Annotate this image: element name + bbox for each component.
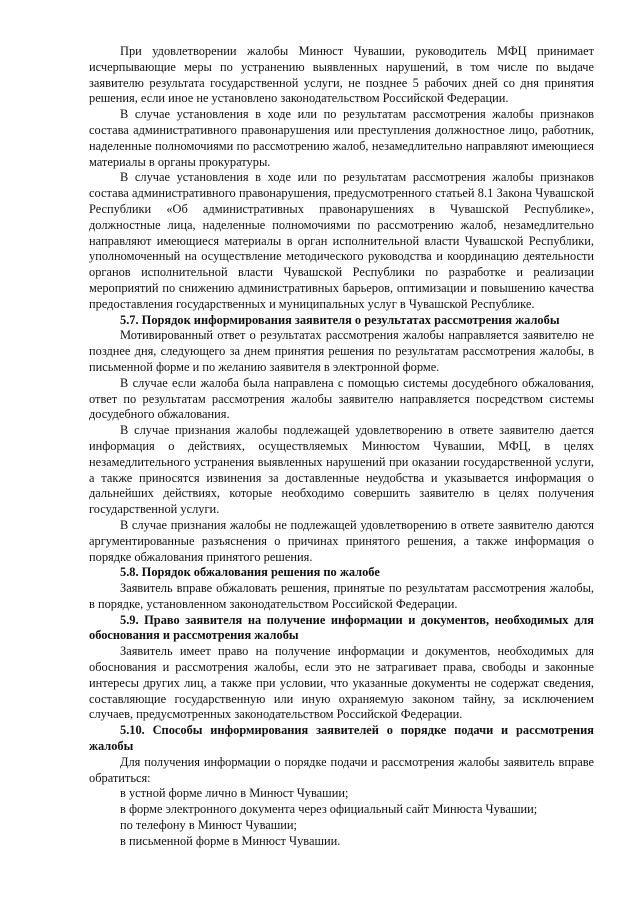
list-item: в устной форме лично в Минюст Чувашии; <box>120 786 349 801</box>
paragraph-inquiry-methods: Для получения информации о порядке подачи и рассмотрения жалобы заявитель вправе обратиться: <box>89 754 594 785</box>
paragraph-appeal-right: Заявитель вправе обжаловать решения, принятые по результатам рассмотрения жалобы, в порядке, установленном законодательством Российской Федерации. <box>89 581 594 611</box>
section-heading-5-7: 5.7. Порядок информирования заявителя о результатах рассмотрения жалобы <box>120 312 560 327</box>
paragraph-motivated-response: Мотивированный ответ о результатах рассмотрения жалобы направляется заявителю не позднее дня, следующего за днем принятия решения по результатам рассмотрения жалобы, в письменной форме и по желанию заявителя в электронной форме. <box>89 328 594 374</box>
paragraph-satisfaction-measures: При удовлетворении жалобы Минюст Чувашии, руководитель МФЦ принимает исчерпывающие меры по устранению выявленных нарушений, в том числе по выдаче заявителю результата государственной услуги, не позднее 5 рабочих дней со дня принятия решения, если иное не установлено законодательством Российской Федерации. <box>89 44 594 106</box>
list-item: в письменной форме в Минюст Чувашии. <box>120 833 341 848</box>
section-heading-5-10: 5.10. Способы информирования заявителей о порядке подачи и рассмотрения жалобы <box>89 723 594 754</box>
paragraph-complaint-upheld: В случае признания жалобы подлежащей удовлетворению в ответе заявителю дается информация о действиях, осуществляемых Минюстом Чувашии, МФЦ, в целях незамедлительного устранения выявленных нарушений при оказании государственной услуги, а также приносятся извинения за доставленные неудобства и указывается информация о дальнейших действиях, которые необходимо совершить заявителю в целях получения государственной услуги. <box>89 423 594 517</box>
paragraph-pretrial-system: В случае если жалоба была направлена с помощью системы досудебного обжалования, ответ по результатам рассмотрения жалобы заявителю направляется посредством системы досудебного обжалования. <box>89 375 594 422</box>
list-item: в форме электронного документа через официальный сайт Минюста Чувашии; <box>120 802 538 817</box>
document-page <box>89 44 594 850</box>
list-item: по телефону в Минюст Чувашии; <box>120 818 297 833</box>
paragraph-complaint-rejected: В случае признания жалобы не подлежащей удовлетворению в ответе заявителю даются аргументированные разъяснения о причинах принятого решения, а также информация о порядке обжалования принятого решения. <box>89 517 594 564</box>
section-heading-5-8: 5.8. Порядок обжалования решения по жалобе <box>120 565 380 580</box>
paragraph-information-right: Заявитель имеет право на получение информации и документов, необходимых для обоснования и рассмотрения жалобы, если это не затрагивает права, свободы и законные интересы других лиц, а также при условии, что указанные документы не содержат сведения, составляющие государственную или иную охраняемую законом тайну, за исключением случаев, предусмотренных законодательством Российской Федерации. <box>89 644 594 722</box>
paragraph-administrative-offense: В случае установления в ходе или по результатам рассмотрения жалобы признаков состава административного правонарушения, предусмотренного статьей 8.1 Закона Чувашской Республики «Об административных правонарушениях в Чувашской Республике», должностные лица, наделенные полномочиями по рассмотрению жалоб, незамедлительно направляют имеющиеся материалы в орган исполнительной власти Чувашской Республики, уполномоченный на осуществление методического руководства и координацию деятельности органов исполнительной власти Чувашской Республики по разработке и реализации мероприятий по снижению административных барьеров, оптимизации и повышению качества предоставления государственных и муниципальных услуг в Чувашской Республике. <box>89 170 594 311</box>
paragraph-prosecutor-referral: В случае установления в ходе или по результатам рассмотрения жалобы признаков состава административного правонарушения или преступления должностное лицо, работник, наделенные полномочиями по рассмотрению жалоб, незамедлительно направляют имеющиеся материалы в органы прокуратуры. <box>89 107 594 169</box>
section-heading-5-9: 5.9. Право заявителя на получение информации и документов, необходимых для обоснования и рассмотрения жалобы <box>89 612 594 643</box>
